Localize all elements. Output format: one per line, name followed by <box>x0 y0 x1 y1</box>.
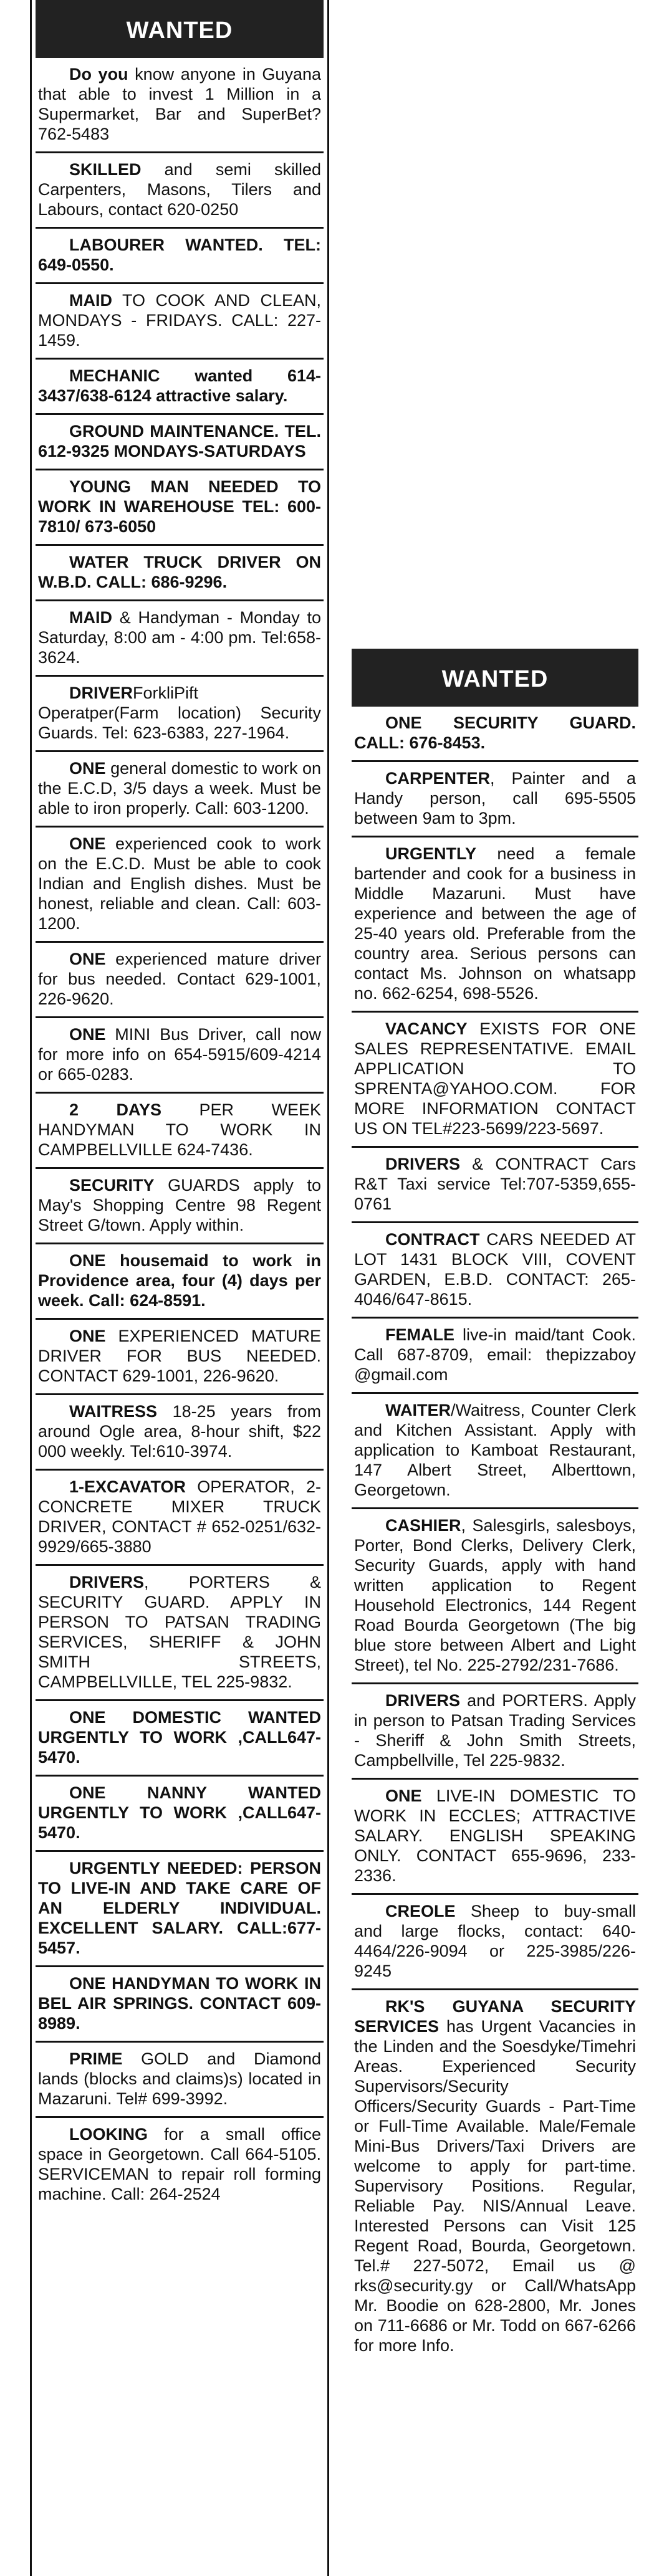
classified-ad-domestic1 <box>36 752 324 828</box>
ad-body-text: Sheep to buy-small and large flocks, contact: 640-4464/226-9094 or 225-3985/226-9245 <box>354 1902 636 1980</box>
ad-body-text: LIVE-IN DOMESTIC TO WORK IN ECCLES; ATTRACTIVE SALARY. ENGLISH SPEAKING ONLY. CONTACT 655-9696, 233-2336. <box>354 1787 636 1885</box>
classified-ad-housemaid <box>36 1244 324 1320</box>
classified-ad-maid1 <box>36 284 324 360</box>
ad-body-text: experienced cook to work on the E.C.D. Must be able to cook Indian and English dishes. Must be honest, reliable and clean. Call: 603-1200. <box>38 834 321 933</box>
classified-ad-vacancy <box>352 1013 638 1148</box>
ad-lead-text: DRIVER <box>69 684 133 702</box>
classified-ad-handyman2 <box>36 1967 324 2043</box>
classified-ad-skilled <box>36 153 324 229</box>
ad-lead-text: ONE <box>69 759 106 778</box>
classified-ad-elderly <box>36 1852 324 1967</box>
ad-lead-text: SECURITY <box>69 1176 155 1195</box>
ad-lead-text: ONE DOMESTIC WANTED URGENTLY TO WORK ,CALL647-5470. <box>38 1708 321 1767</box>
section-header: WANTED <box>36 0 324 58</box>
classified-ad-watertruck <box>36 546 324 601</box>
ad-lead-text: URGENTLY NEEDED: PERSON TO LIVE-IN AND TAKE CARE OF AN ELDERLY INDIVIDUAL. EXCELLENT SALARY. CALL:677-5457. <box>38 1859 321 1957</box>
ad-body-text: has Urgent Vacancies in the Linden and the Soesdyke/Timehri Areas. Experienced Security Supervisors/Security Officers/Security Guards - Part-Time or Full-Time Available. Male/Female Mini-Bus Drivers/Taxi Drivers are welcome to apply for part-time. Supervisory Positions. Regular, Reliable Pay. NIS/Annual Leave. Interested Persons can Visit 125 Regent Road, Bourda, Georgetown. Tel.# 227-5072, Email us @ rks@security.gy or Call/WhatsApp Mr. Boodie on 628-2800, Mr. Jones on 711-6686 or Mr. Todd on 667-6266 for more Info. <box>354 2017 636 2355</box>
ad-lead-text: LABOURER WANTED. TEL: 649-0550. <box>38 236 321 274</box>
ad-lead-text: DRIVERS <box>385 1691 461 1710</box>
ad-lead-text: MAID <box>69 291 112 310</box>
ad-lead-text: MECHANIC wanted 614-3437/638-6124 attractive salary <box>38 366 321 405</box>
classified-ad-driver <box>36 677 324 752</box>
classified-ad-rks <box>352 1990 638 2363</box>
ad-lead-text: ONE SECURITY GUARD. CALL: 676-8453. <box>354 713 636 752</box>
ad-body-text: MINI Bus Driver, call now for more info on 654-5915/609-4214 or 665-0283. <box>38 1025 321 1084</box>
classified-ad-maid2 <box>36 601 324 677</box>
section-header: WANTED <box>352 649 638 707</box>
ad-body-text: EXISTS FOR ONE SALES REPRESENTATIVE. EMAIL APPLICATION TO SPRENTA@YAHOO.COM. FOR MORE INFORMATION CONTACT US ON TEL#223-5699/223-5697. <box>354 1019 636 1138</box>
ad-lead-text: LOOKING <box>69 2125 148 2144</box>
ad-body-text: general domestic to work on the E.C.D, 3/5 days a week. Must be able to iron properly. Call: 603-1200. <box>38 759 321 818</box>
ad-body-text: PER WEEK HANDYMAN TO WORK IN CAMPBELLVILLE 624-7436. <box>38 1100 321 1159</box>
left-column <box>30 0 329 2576</box>
ad-lead-text: URGENTLY <box>385 844 477 863</box>
ad-body-text: ForkliPift Operatper(Farm location) Security Guards. Tel: 623-6383, 227-1964. <box>38 684 321 742</box>
ad-lead-text: DRIVERS <box>385 1155 461 1173</box>
classified-ad-excavator <box>36 1471 324 1566</box>
classified-ad-female <box>352 1319 638 1394</box>
ad-lead-text: WATER TRUCK DRIVER ON W.B.D. CALL: 686-9296. <box>38 553 321 591</box>
classified-ad-creole <box>352 1895 638 1990</box>
ad-lead-text: ONE <box>69 950 106 968</box>
ad-body-text: , PORTERS & SECURITY GUARD. APPLY IN PERSON TO PATSAN TRADING SERVICES, SHERIFF & JOHN SMITH STREETS, CAMPBELLVILLE, TEL 225-9832. <box>38 1573 321 1691</box>
classified-ad-invest <box>36 58 324 153</box>
ad-body-text: know anyone in Guyana that able to invest 1 Million in a Supermarket, Bar and SuperBet? 762-5483 <box>38 65 321 143</box>
classified-ad-busdriver1 <box>36 943 324 1018</box>
classified-ad-waiter <box>352 1394 638 1509</box>
classified-ad-taxi <box>352 1148 638 1223</box>
ad-list <box>32 58 327 2211</box>
ad-lead-text: Do you <box>69 65 128 83</box>
ad-lead-text: MAID <box>69 608 112 627</box>
classified-ad-busdriver2 <box>36 1320 324 1395</box>
classified-ad-carpenter <box>352 762 638 837</box>
classified-ad-labourer <box>36 229 324 284</box>
classified-ad-security2 <box>352 707 638 762</box>
classified-ad-minibus <box>36 1018 324 1094</box>
ad-lead-text: ONE NANNY WANTED URGENTLY TO WORK ,CALL647-5470. <box>38 1783 321 1842</box>
ad-body-text: & CONTRACT Cars R&T Taxi service Tel:707-5359,655-0761 <box>354 1155 636 1213</box>
ad-body-text: need a female bartender and cook for a business in Middle Mazaruni. Must have experience and between the age of 25-40 years old. Preferable from the country area. Serious persons can contact Ms. Johnson on whatsapp no. 662-6254, 698-5526. <box>354 844 636 1003</box>
ad-body-text: & Handyman - Monday to Saturday, 8:00 am - 4:00 pm. Tel:658-3624. <box>38 608 321 667</box>
classified-ad-mechanic <box>36 360 324 415</box>
ad-lead-text: DRIVERS <box>69 1573 145 1591</box>
ad-lead-text: FEMALE <box>385 1325 454 1344</box>
classified-ad-security1 <box>36 1169 324 1244</box>
ad-lead-text: ONE HANDYMAN TO WORK IN BEL AIR SPRINGS. CONTACT 609-8989. <box>38 1974 321 2033</box>
ad-lead-text: VACANCY <box>385 1019 468 1038</box>
classified-ad-youngman <box>36 470 324 546</box>
classified-ad-ground <box>36 415 324 470</box>
ad-body-text: /Waitress, Counter Clerk and Kitchen Assistant. Apply with application to Kamboat Restaurant, 147 Albert Street, Alberttown, Georgetown. <box>354 1401 636 1499</box>
ad-lead-text: ONE housemaid to work in Providence area, four (4) days per week. Call: 624-8591. <box>38 1251 321 1310</box>
ad-body-text: OPERATOR, 2- CONCRETE MIXER TRUCK DRIVER, CONTACT # 652-0251/632-9929/665-3880 <box>38 1477 321 1556</box>
ad-lead-text: WAITER <box>385 1401 451 1419</box>
classified-ad-cashier <box>352 1509 638 1684</box>
ad-lead-text: YOUNG MAN NEEDED TO WORK IN WAREHOUSE TEL: 600-7810/ 673-6050 <box>38 477 321 536</box>
ad-lead-text: ONE <box>385 1787 422 1805</box>
ad-lead-text: CREOLE <box>385 1902 456 1920</box>
ad-body-text: , Salesgirls, salesboys, Porter, Bond Clerks, Delivery Clerk, Security Guards, apply with hand written application to Regent Household Electronics, 144 Regent Road Bourda Georgetown (The big blue store between Albert and Light Street), tel No. 225-2792/231-7686. <box>354 1516 636 1674</box>
ad-body-text: and PORTERS. Apply in person to Patsan Trading Services - Sheriff & John Smith Streets, Campbellville, Tel 225-9832. <box>354 1691 636 1770</box>
ad-lead-text: ONE <box>69 834 106 853</box>
ad-lead-text: ONE <box>69 1327 106 1345</box>
classified-ad-livein <box>352 1780 638 1895</box>
classified-ad-gold <box>36 2043 324 2118</box>
ad-body-text: experienced mature driver for bus needed. Contact 629-1001, 226-9620. <box>38 950 321 1008</box>
right-column <box>352 649 638 2363</box>
ad-body-text: 18-25 years from around Ogle area, 8-hour shift, $22 000 weekly. Tel:610-3974. <box>38 1402 321 1461</box>
ad-lead-text: CARPENTER <box>385 769 491 788</box>
classified-ad-drivers2 <box>352 1684 638 1780</box>
ad-body-text: GUARDS apply to May's Shopping Centre 98 Regent Street G/town. Apply within. <box>38 1176 321 1234</box>
ad-body-text: and semi skilled Carpenters, Masons, Tilers and Labours, contact 620-0250 <box>38 160 321 219</box>
ad-lead-text: CONTRACT <box>385 1230 480 1249</box>
classified-ad-office <box>36 2118 324 2211</box>
ad-body-text: TO COOK AND CLEAN, MONDAYS - FRIDAYS. CALL: 227-1459. <box>38 291 321 350</box>
ad-list <box>352 707 638 2363</box>
ad-body-text: , Painter and a Handy person, call 695-5505 between 9am to 3pm. <box>354 769 636 828</box>
classified-ad-handyman1 <box>36 1094 324 1169</box>
ad-body-text: EXPERIENCED MATURE DRIVER FOR BUS NEEDED. CONTACT 629-1001, 226-9620. <box>38 1327 321 1385</box>
classified-ad-nanny <box>36 1777 324 1852</box>
classified-ad-drivers1 <box>36 1566 324 1701</box>
ad-lead-text: CASHIER <box>385 1516 461 1535</box>
ad-body-text: live-in maid/tant Cook. Call 687-8709, email: thepizzaboy @gmail.com <box>354 1325 636 1384</box>
ad-lead-text: PRIME <box>69 2049 123 2068</box>
ad-lead-text: 2 DAYS <box>69 1100 162 1119</box>
ad-body-text: CARS NEEDED AT LOT 1431 BLOCK VIII, COVENT GARDEN, E.B.D. CONTACT: 265-4046/647-8615. <box>354 1230 636 1309</box>
ad-body-text: . <box>282 386 288 405</box>
ad-lead-text: 1-EXCAVATOR <box>69 1477 186 1496</box>
ad-body-text: for a small office space in Georgetown. Call 664-5105. SERVICEMAN to repair roll forming machine. Call: 264-2524 <box>38 2125 321 2203</box>
classified-ad-contract <box>352 1223 638 1319</box>
classified-ad-bartender <box>352 837 638 1013</box>
classified-ad-waitress <box>36 1395 324 1471</box>
ad-lead-text: WAITRESS <box>69 1402 158 1421</box>
classified-ad-cook <box>36 828 324 943</box>
ad-body-text: GOLD and Diamond lands (blocks and claims)s) located in Mazaruni. Tel# 699-3992. <box>38 2049 321 2108</box>
ad-lead-text: RK'S GUYANA SECURITY SERVICES <box>354 1997 636 2036</box>
ad-lead-text: ONE <box>69 1025 106 1044</box>
ad-lead-text: SKILLED <box>69 160 142 179</box>
ad-lead-text: GROUND MAINTENANCE. TEL. 612-9325 MONDAYS-SATURDAYS <box>38 422 321 460</box>
classified-ad-domestic2 <box>36 1701 324 1777</box>
